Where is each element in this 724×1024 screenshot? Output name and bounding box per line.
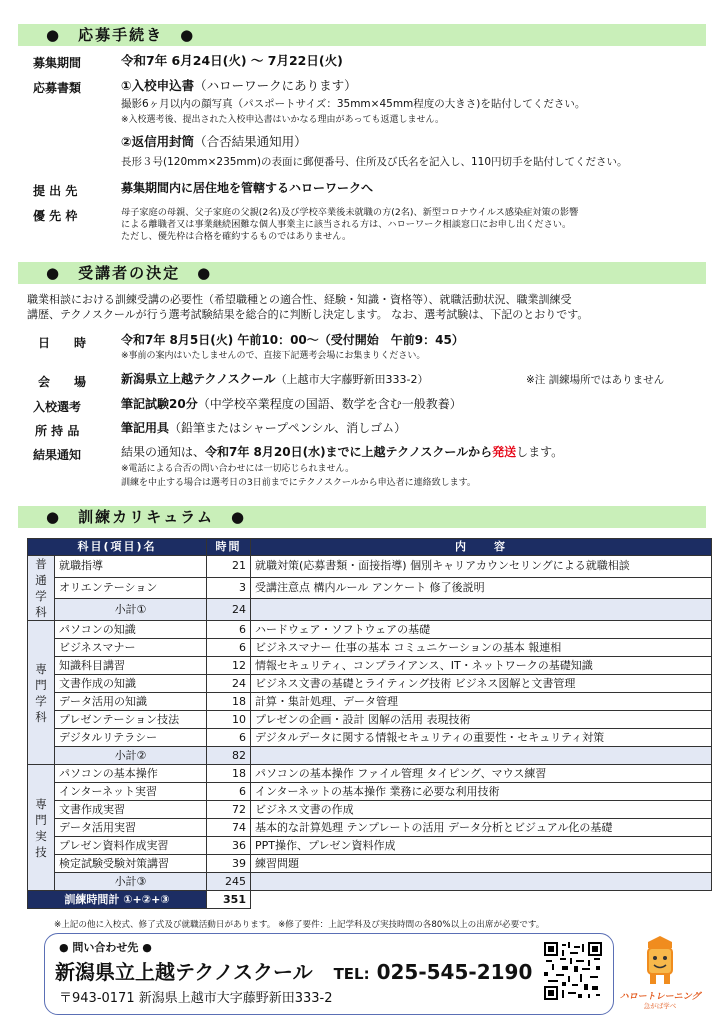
subtotal-row	[28, 599, 712, 621]
curriculum-table	[27, 538, 712, 909]
subtotal-hours: 245	[207, 873, 251, 891]
subject-name: 文書作成の知識	[55, 675, 207, 693]
subject-hours: 10	[207, 711, 251, 729]
table-row	[28, 819, 712, 837]
section-title-selection: ● 受講者の決定 ●	[18, 262, 706, 284]
subject-name: パソコンの基本操作	[55, 765, 207, 783]
intro-line: 職業相談における訓練受講の必要性（希望職種との適合性、経験・知識・資格等）、就職活動状況、職業訓練受	[27, 293, 572, 306]
subject-name: プレゼン資料作成実習	[55, 837, 207, 855]
venue-value	[121, 372, 429, 387]
period-value: 令和7年 6月24日(火) ～ 7月22日(火)	[121, 53, 343, 68]
hello-training-mascot	[618, 934, 702, 1014]
subject-content: 基本的な計算処理 テンプレートの活用 データ分析とビジュアル化の基礎	[251, 819, 712, 837]
subtotal-row	[28, 747, 712, 765]
mascot-line2: 急がば学べ	[643, 1002, 677, 1010]
docs-label: 応募書類	[33, 81, 82, 95]
subtotal-label: 小計①	[55, 599, 207, 621]
table-row	[28, 855, 712, 873]
subject-hours: 3	[207, 577, 251, 599]
subject-hours: 6	[207, 783, 251, 801]
table-row	[28, 729, 712, 747]
doc1-line: 撮影6ヶ月以内の顔写真（パスポートサイズ：35mm×45mm程度の大きさ)を貼付してください。	[121, 98, 586, 110]
subject-content: インターネットの基本操作 業務に必要な利用技術	[251, 783, 712, 801]
contact-heading: ● 問い合わせ先 ●	[59, 941, 152, 954]
subject-content: ハードウェア・ソフトウェアの基礎	[251, 621, 712, 639]
intro-line: 講歴、テクノスクールが行う選考試験結果を総合的に判断し決定します。 なお、選考試験は、下記のとおりです。	[27, 308, 589, 321]
total-hours: 351	[207, 891, 251, 909]
table-row	[28, 801, 712, 819]
subtotal-hours: 82	[207, 747, 251, 765]
subject-hours: 18	[207, 765, 251, 783]
subject-hours: 6	[207, 729, 251, 747]
subject-name: 就職指導	[55, 556, 207, 578]
table-row	[28, 765, 712, 783]
date-value: 令和7年 8月5日(火) 午前10：00～（受付開始 午前9：45）	[121, 333, 464, 347]
subject-content: 情報セキュリティ、コンプライアンス、IT・ネットワークの基礎知識	[251, 657, 712, 675]
subject-hours: 39	[207, 855, 251, 873]
subject-name: パソコンの知識	[55, 621, 207, 639]
head-content: 内 容	[251, 539, 712, 556]
period-label: 募集期間	[33, 56, 82, 70]
subject-hours: 12	[207, 657, 251, 675]
subject-hours: 74	[207, 819, 251, 837]
items-label: 所 持 品	[35, 424, 80, 438]
total-row	[28, 891, 712, 909]
doc1-heading	[121, 78, 357, 93]
date-label: 日 時	[38, 336, 87, 350]
doc1-note: （ハローワークにあります）	[194, 78, 357, 93]
venue-label: 会 場	[38, 375, 87, 389]
priority-line: による離職者又は事業継続困難な個人事業主に該当される方は、ハローワーク相談窓口にお申し出ください。	[121, 219, 572, 230]
result-bold: 令和7年 8月20日(水)までに上越テクノスクールから	[205, 445, 493, 459]
doc1-small: ※入校選考後、提出された入校申込書はいかなる理由があっても返還しません。	[121, 115, 444, 125]
contact-box	[44, 933, 614, 1015]
subject-name: 知識科目講習	[55, 657, 207, 675]
subject-name: データ活用実習	[55, 819, 207, 837]
table-row	[28, 556, 712, 578]
result-note1: ※電話による合否の問い合わせには一切応じられません。	[121, 464, 355, 474]
category-cell: 専 門 実 技	[28, 765, 55, 891]
group-practical	[28, 765, 712, 891]
doc2-line: 長形３号(120mm×235mm)の表面に郵便番号、住所及び氏名を記入し、110円切手を貼付してください。	[121, 156, 628, 168]
subject-hours: 21	[207, 556, 251, 578]
submit-value: 募集期間内に居住地を管轄するハローワークへ	[121, 181, 374, 195]
subject-name: 検定試験受験対策講習	[55, 855, 207, 873]
subject-content: PPT操作、プレゼン資料作成	[251, 837, 712, 855]
head-subject: 科目(項目)名	[28, 539, 207, 556]
subject-name: 文書作成実習	[55, 801, 207, 819]
table-row	[28, 783, 712, 801]
table-row	[28, 639, 712, 657]
items-note: （鉛筆またはシャープペンシル、消しゴム）	[169, 421, 407, 435]
table-row	[28, 675, 712, 693]
subject-content: 就職対策(応募書類・面接指導) 個別キャリアカウンセリングによる就職相談	[251, 556, 712, 578]
priority-line: ただし、優先枠は合格を確約するものではありません。	[121, 231, 352, 242]
subject-name: デジタルリテラシー	[55, 729, 207, 747]
result-post: します。	[516, 445, 564, 459]
items-main: 筆記用具	[121, 421, 170, 435]
subject-content: プレゼンの企画・設計 図解の活用 表現技術	[251, 711, 712, 729]
doc2-note: （合否結果通知用）	[194, 134, 307, 149]
tel-number[interactable]: 025-545-2190	[376, 960, 533, 984]
selection-intro	[27, 292, 588, 322]
contact-main	[55, 956, 532, 985]
doc1-title: ①入校申込書	[121, 78, 195, 93]
category-cell: 専 門 学 科	[28, 621, 55, 765]
subject-content: パソコンの基本操作 ファイル管理 タイピング、マウス練習	[251, 765, 712, 783]
exam-label: 入校選考	[33, 400, 82, 414]
section-title-curriculum: ● 訓練カリキュラム ●	[18, 506, 706, 528]
items-value	[121, 421, 406, 436]
subject-name: ビジネスマナー	[55, 639, 207, 657]
subject-name: データ活用の知識	[55, 693, 207, 711]
subject-hours: 18	[207, 693, 251, 711]
footnote: ※上記の他に入校式、修了式及び就職活動日があります。 ※修了要件：上記学科及び実技時間の各80%以上の出席が必要です。	[54, 920, 545, 930]
subject-content: ビジネス文書の基礎とライティング技術 ビジネス図解と文書管理	[251, 675, 712, 693]
submit-label: 提 出 先	[33, 184, 78, 198]
section-title-apply: ● 応募手続き ●	[18, 24, 706, 46]
subject-hours: 6	[207, 639, 251, 657]
subtotal-hours: 24	[207, 599, 251, 621]
subject-content: ビジネス文書の作成	[251, 801, 712, 819]
exam-note: （中学校卒業程度の国語、数学を含む一般教養）	[197, 397, 462, 411]
subject-content: 受講注意点 構内ルール アンケート 修了後説明	[251, 577, 712, 599]
subject-content: ビジネスマナー 仕事の基本 コミュニケーションの基本 報連相	[251, 639, 712, 657]
head-hours: 時間	[207, 539, 251, 556]
result-red: 発送	[492, 445, 517, 459]
group-specialized	[28, 621, 712, 765]
subtotal-label: 小計②	[55, 747, 207, 765]
subject-content: デジタルデータに関する情報セキュリティの重要性・セキュリティ対策	[251, 729, 712, 747]
total-label: 訓練時間計 ①+②+③	[28, 891, 207, 909]
subject-hours: 36	[207, 837, 251, 855]
table-row	[28, 711, 712, 729]
table-header	[28, 539, 712, 556]
result-pre: 結果の通知は、	[121, 445, 206, 459]
result-value	[121, 445, 563, 460]
mascot-line1: ハロートレーニング	[619, 992, 701, 1002]
subject-name: インターネット実習	[55, 783, 207, 801]
priority-text	[121, 207, 578, 243]
table-row	[28, 621, 712, 639]
school-name: 新潟県立上越テクノスクール	[55, 960, 313, 984]
priority-label: 優 先 枠	[33, 209, 78, 223]
venue-address: （上越市大字藤野新田333-2）	[275, 373, 429, 386]
result-label: 結果通知	[33, 448, 82, 462]
subject-hours: 72	[207, 801, 251, 819]
priority-line: 母子家庭の母親、父子家庭の父親(2名)及び学校卒業後未就職の方(2名)、新型コロナウイルス感染症対策の影響	[121, 207, 579, 218]
subtotal-label: 小計③	[55, 873, 207, 891]
table-row	[28, 577, 712, 599]
doc2-heading	[121, 134, 307, 149]
group-general	[28, 556, 712, 621]
mascot-icon	[618, 934, 702, 990]
table-row	[28, 837, 712, 855]
subtotal-row	[28, 873, 712, 891]
subject-content: 計算・集計処理、データ管理	[251, 693, 712, 711]
category-cell: 普 通 学 科	[28, 556, 55, 621]
exam-main: 筆記試験20分	[121, 397, 198, 411]
contact-address: 〒943-0171 新潟県上越市大字藤野新田333-2	[59, 991, 333, 1006]
subject-hours: 24	[207, 675, 251, 693]
doc2-title: ②返信用封筒	[121, 134, 195, 149]
result-note2: 訓練を中止する場合は選考日の3日前までにテクノスクールから申込者に連絡致します。	[121, 478, 476, 488]
table-row	[28, 693, 712, 711]
subject-name: プレゼンテーション技法	[55, 711, 207, 729]
date-note: ※事前の案内はいたしませんので、直接下記選考会場にお集まりください。	[121, 351, 426, 361]
table-row	[28, 657, 712, 675]
qr-code-icon[interactable]	[544, 942, 602, 1000]
subject-hours: 6	[207, 621, 251, 639]
venue-name: 新潟県立上越テクノスクール	[121, 372, 276, 386]
subject-name: オリエンテーション	[55, 577, 207, 599]
subject-content: 練習問題	[251, 855, 712, 873]
tel-label: TEL:	[333, 965, 370, 983]
venue-note: ※注 訓練場所ではありません	[526, 374, 665, 386]
exam-value	[121, 397, 462, 412]
